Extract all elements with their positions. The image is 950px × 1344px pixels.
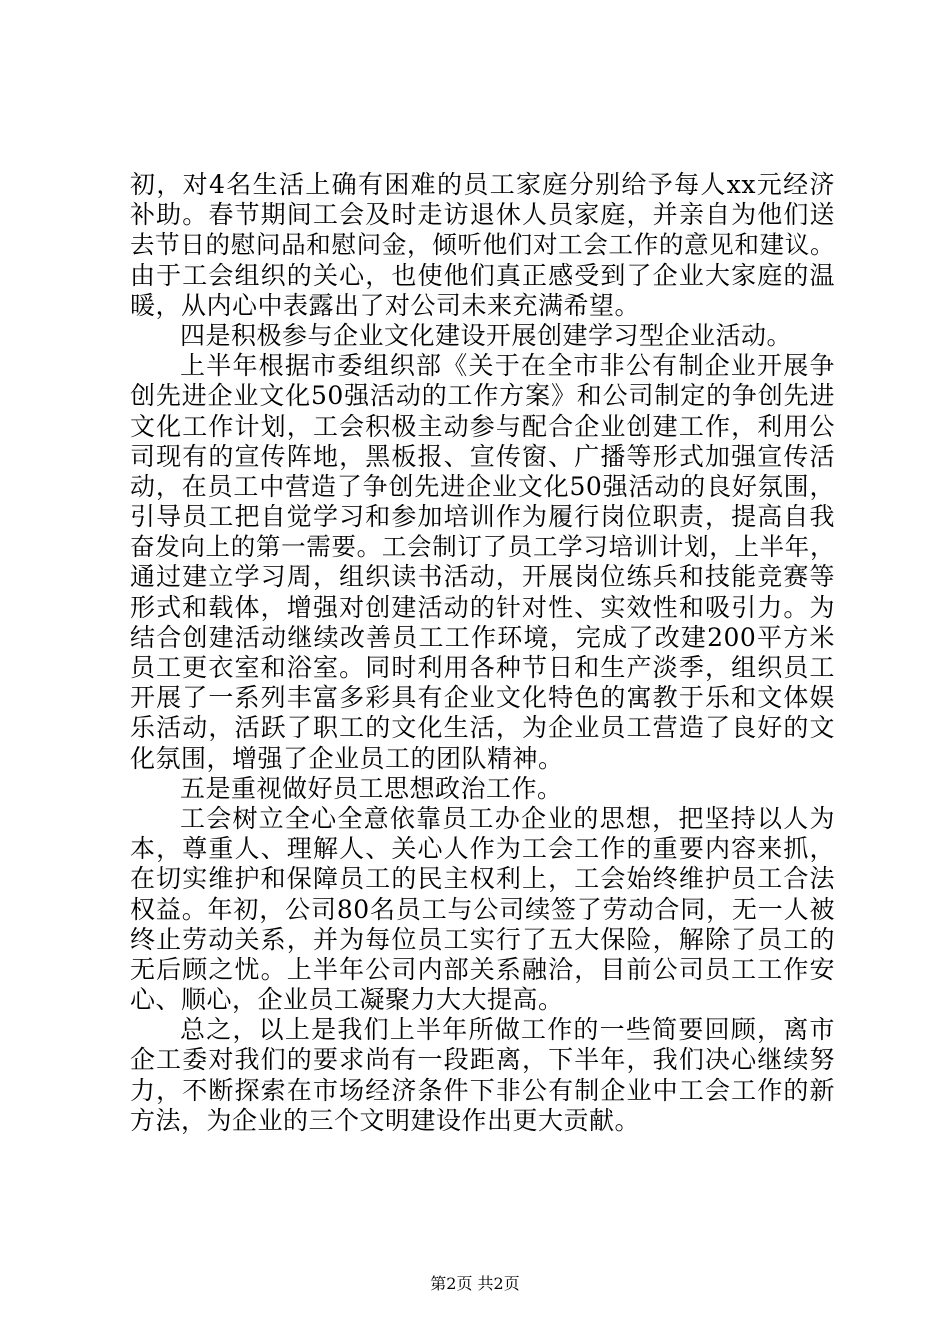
page-number-label: 第2页 共2页 <box>430 1274 520 1293</box>
text-line: 工会树立全心全意依靠员工办企业的思想，把坚持以人为 <box>180 803 835 833</box>
text-line: 初，对4名生活上确有困难的员工家庭分别给予每人xx元经济 <box>130 170 835 199</box>
text-line: 权益。年初，公司80名员工与公司续签了劳动合同，无一人被 <box>130 894 835 924</box>
text-line: 司现有的宣传阵地，黑板报、宣传窗、广播等形式加强宣传活 <box>130 441 835 471</box>
page-footer <box>0 1274 950 1294</box>
text-line: 总之，以上是我们上半年所做工作的一些简要回顾，离市 <box>180 1015 835 1045</box>
text-line: 去节日的慰问品和慰问金，倾听他们对工会工作的意见和建议。 <box>130 230 835 260</box>
text-line: 在切实维护和保障员工的民主权利上，工会始终维护员工合法 <box>130 864 835 894</box>
text-line: 奋发向上的第一需要。工会制订了员工学习培训计划，上半年， <box>130 532 835 562</box>
text-line: 五是重视做好员工思想政治工作。 <box>180 773 563 803</box>
text-line: 形式和载体，增强对创建活动的针对性、实效性和吸引力。为 <box>130 592 835 622</box>
text-line: 引导员工把自觉学习和参加培训作为履行岗位职责，提高自我 <box>130 502 835 532</box>
text-line: 开展了一系列丰富多彩具有企业文化特色的寓教于乐和文体娱 <box>130 683 835 713</box>
text-line: 创先进企业文化50强活动的工作方案》和公司制定的争创先进 <box>130 381 835 411</box>
text-line: 员工更衣室和浴室。同时利用各种节日和生产淡季，组织员工 <box>130 653 835 682</box>
text-line: 补助。春节期间工会及时走访退休人员家庭，并亲自为他们送 <box>130 200 835 230</box>
text-line: 动，在员工中营造了争创先进企业文化50强活动的良好氛围， <box>130 471 835 501</box>
text-line: 心、顺心，企业员工凝聚力大大提高。 <box>130 985 564 1015</box>
text-line: 结合创建活动继续改善员工工作环境，完成了改建200平方米 <box>130 622 835 652</box>
text-line: 暖，从内心中表露出了对公司未来充满希望。 <box>130 290 641 320</box>
text-line: 方法，为企业的三个文明建设作出更大贡献。 <box>130 1105 641 1135</box>
text-line: 通过建立学习周，组织读书活动，开展岗位练兵和技能竞赛等 <box>130 562 835 592</box>
text-line: 乐活动，活跃了职工的文化生活，为企业员工营造了良好的文 <box>130 713 835 743</box>
text-line: 化氛围，增强了企业员工的团队精神。 <box>130 743 564 773</box>
text-line: 终止劳动关系，并为每位员工实行了五大保险，解除了员工的 <box>130 924 835 954</box>
text-line: 企工委对我们的要求尚有一段距离，下半年，我们决心继续努 <box>130 1045 835 1075</box>
document-body <box>130 170 835 1136</box>
text-line: 四是积极参与企业文化建设开展创建学习型企业活动。 <box>180 320 793 350</box>
text-line: 力，不断探索在市场经济条件下非公有制企业中工会工作的新 <box>130 1075 835 1105</box>
text-line: 无后顾之忧。上半年公司内部关系融洽，目前公司员工工作安 <box>130 954 835 984</box>
text-line: 由于工会组织的关心，也使他们真正感受到了企业大家庭的温 <box>130 260 835 290</box>
text-line: 本，尊重人、理解人、关心人作为工会工作的重要内容来抓， <box>130 834 835 864</box>
text-line: 上半年根据市委组织部《关于在全市非公有制企业开展争 <box>180 351 835 381</box>
text-line: 文化工作计划，工会积极主动参与配合企业创建工作，利用公 <box>130 411 835 441</box>
